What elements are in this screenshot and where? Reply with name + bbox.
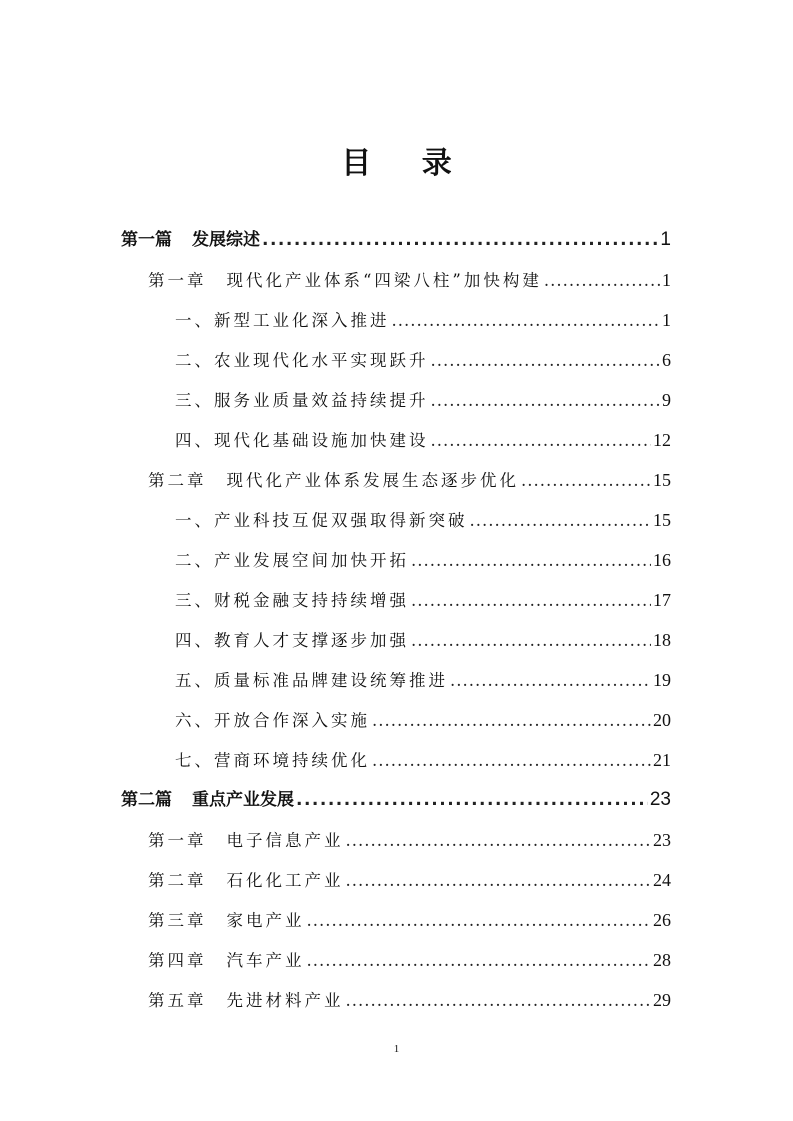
dot-leader <box>372 705 651 737</box>
dot-leader <box>470 505 652 537</box>
toc-entry-number: 第二章 <box>148 871 207 890</box>
toc-entry-number: 第四章 <box>148 951 207 970</box>
toc-entry-page: 1 <box>662 310 671 330</box>
dot-leader <box>392 305 661 337</box>
toc-entry-number: 第一章 <box>148 831 207 850</box>
toc-entry-part[interactable] <box>121 784 671 816</box>
toc-entry-page: 23 <box>649 789 671 810</box>
toc-entry-title: 石化化工产业 <box>226 871 344 890</box>
toc-entry-page: 21 <box>653 750 671 770</box>
toc-entry-page: 1 <box>662 270 671 290</box>
page-title: 目 录 <box>341 146 472 181</box>
toc-entry-chapter[interactable] <box>148 864 671 896</box>
toc-entry-title: 汽车产业 <box>226 951 305 970</box>
toc-entry-number: 第二篇 <box>121 790 172 810</box>
toc-entry-part[interactable] <box>121 224 671 256</box>
toc-entry-title: 四、现代化基础设施加快建设 <box>175 431 429 450</box>
toc-entry-page: 26 <box>653 910 671 930</box>
toc-entry-page: 15 <box>653 510 671 530</box>
toc-entry-chapter[interactable] <box>148 904 671 936</box>
toc-entry-section[interactable] <box>175 504 671 536</box>
toc-entry-title: 三、财税金融支持持续增强 <box>175 591 409 610</box>
dot-leader <box>346 865 652 897</box>
toc-entry-title: 一、新型工业化深入推进 <box>175 311 390 330</box>
toc-entry-page: 16 <box>653 550 671 570</box>
toc-entry-section[interactable] <box>175 704 671 736</box>
toc-entry-title: 三、服务业质量效益持续提升 <box>175 391 429 410</box>
toc-entry-page: 17 <box>653 590 671 610</box>
toc-entry-page: 18 <box>653 630 671 650</box>
toc-entry-page: 20 <box>653 710 671 730</box>
dot-leader <box>307 945 652 977</box>
toc-entry-title: 六、开放合作深入实施 <box>175 711 370 730</box>
toc-entry-section[interactable] <box>175 384 671 416</box>
toc-entry-title: 七、营商环境持续优化 <box>175 751 370 770</box>
toc-entry-page: 29 <box>653 990 671 1010</box>
toc-entry-page: 19 <box>653 670 671 690</box>
toc-entry-page: 6 <box>662 350 671 370</box>
toc-entry-title: 家电产业 <box>226 911 305 930</box>
toc-entry-number: 第三章 <box>148 911 207 930</box>
toc-entry-page: 24 <box>653 870 671 890</box>
dot-leader <box>411 545 651 577</box>
dot-leader <box>262 224 658 256</box>
toc-entry-section[interactable] <box>175 624 671 656</box>
toc-entry-chapter[interactable] <box>148 464 671 496</box>
toc-entry-title: 现代化产业体系发展生态逐步优化 <box>226 471 519 490</box>
toc-entry-title: 二、产业发展空间加快开拓 <box>175 551 409 570</box>
dot-leader <box>411 625 651 657</box>
toc-entry-page: 12 <box>653 430 671 450</box>
dot-leader <box>521 465 651 497</box>
dot-leader <box>307 905 652 937</box>
toc-entry-title: 先进材料产业 <box>226 991 344 1010</box>
toc-entry-section[interactable] <box>175 544 671 576</box>
toc-entry-chapter[interactable] <box>148 264 671 296</box>
dot-leader <box>431 385 661 417</box>
dot-leader <box>411 585 651 617</box>
toc-entry-section[interactable] <box>175 744 671 776</box>
toc-entry-title: 现代化产业体系“四梁八柱”加快构建 <box>226 271 542 290</box>
page-number-footer: 1 <box>393 1043 400 1055</box>
dot-leader <box>372 745 651 777</box>
toc-entry-chapter[interactable] <box>148 984 671 1016</box>
dot-leader <box>431 425 652 457</box>
toc-entry-page: 9 <box>662 390 671 410</box>
dot-leader <box>431 345 661 377</box>
toc-entry-number: 第一章 <box>148 271 207 290</box>
toc-entry-title: 五、质量标准品牌建设统筹推进 <box>175 671 448 690</box>
dot-leader <box>544 265 660 297</box>
toc-entry-section[interactable] <box>175 304 671 336</box>
toc-entry-section[interactable] <box>175 344 671 376</box>
toc-entry-number: 第二章 <box>148 471 207 490</box>
toc-entry-page: 1 <box>660 229 671 250</box>
toc-entry-chapter[interactable] <box>148 824 671 856</box>
toc-entry-section[interactable] <box>175 664 671 696</box>
dot-leader <box>296 784 648 816</box>
toc-entry-title: 发展综述 <box>192 230 260 250</box>
dot-leader <box>450 665 651 697</box>
toc-entry-title: 电子信息产业 <box>226 831 344 850</box>
toc-entry-title: 二、农业现代化水平实现跃升 <box>175 351 429 370</box>
toc-entry-page: 28 <box>653 950 671 970</box>
toc-entry-number: 第五章 <box>148 991 207 1010</box>
toc-entry-page: 23 <box>653 830 671 850</box>
toc-entry-title: 重点产业发展 <box>192 790 294 810</box>
toc-entry-title: 一、产业科技互促双强取得新突破 <box>175 511 468 530</box>
toc-entry-number: 第一篇 <box>121 230 172 250</box>
toc-entry-section[interactable] <box>175 584 671 616</box>
toc-entry-chapter[interactable] <box>148 944 671 976</box>
toc-entry-page: 15 <box>653 470 671 490</box>
toc-entry-section[interactable] <box>175 424 671 456</box>
dot-leader <box>346 985 652 1017</box>
toc-entry-title: 四、教育人才支撑逐步加强 <box>175 631 409 650</box>
dot-leader <box>346 825 652 857</box>
